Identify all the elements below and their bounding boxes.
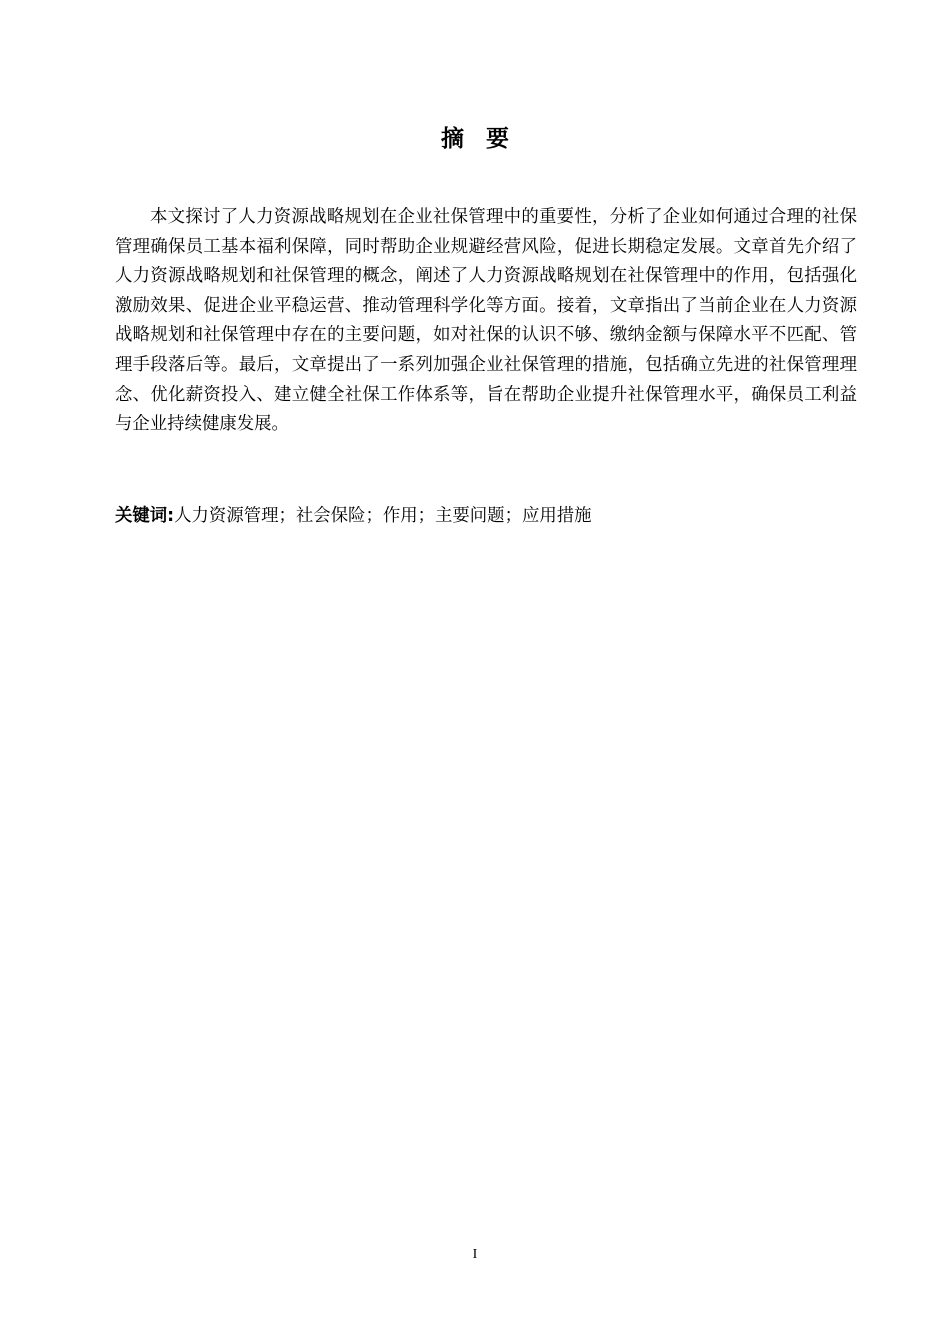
keywords-label: 关键词: xyxy=(115,506,175,526)
abstract-paragraph: 本文探讨了人力资源战略规划在企业社保管理中的重要性，分析了企业如何通过合理的社保管理确保员工基本福利保障，同时帮助企业规避经营风险，促进长期稳定发展。文章首先介绍了人力资源战略规划和社保管理的概念，阐述了人力资源战略规划在社保管理中的作用，包括强化激励效果、促进企业平稳运营、推动管理科学化等方面。接着，文章指出了当前企业在人力资源战略规划和社保管理中存在的主要问题，如对社保的认识不够、缴纳金额与保障水平不匹配、管理手段落后等。最后，文章提出了一系列加强企业社保管理的措施，包括确立先进的社保管理理念、优化薪资投入、建立健全社保工作体系等，旨在帮助企业提升社保管理水平，确保员工利益与企业持续健康发展。 xyxy=(115,207,857,435)
keywords-line xyxy=(115,503,592,529)
keywords-text: 人力资源管理；社会保险；作用；主要问题；应用措施 xyxy=(174,506,592,526)
abstract-title: 摘要 xyxy=(441,126,531,152)
page-number: I xyxy=(472,1247,478,1262)
